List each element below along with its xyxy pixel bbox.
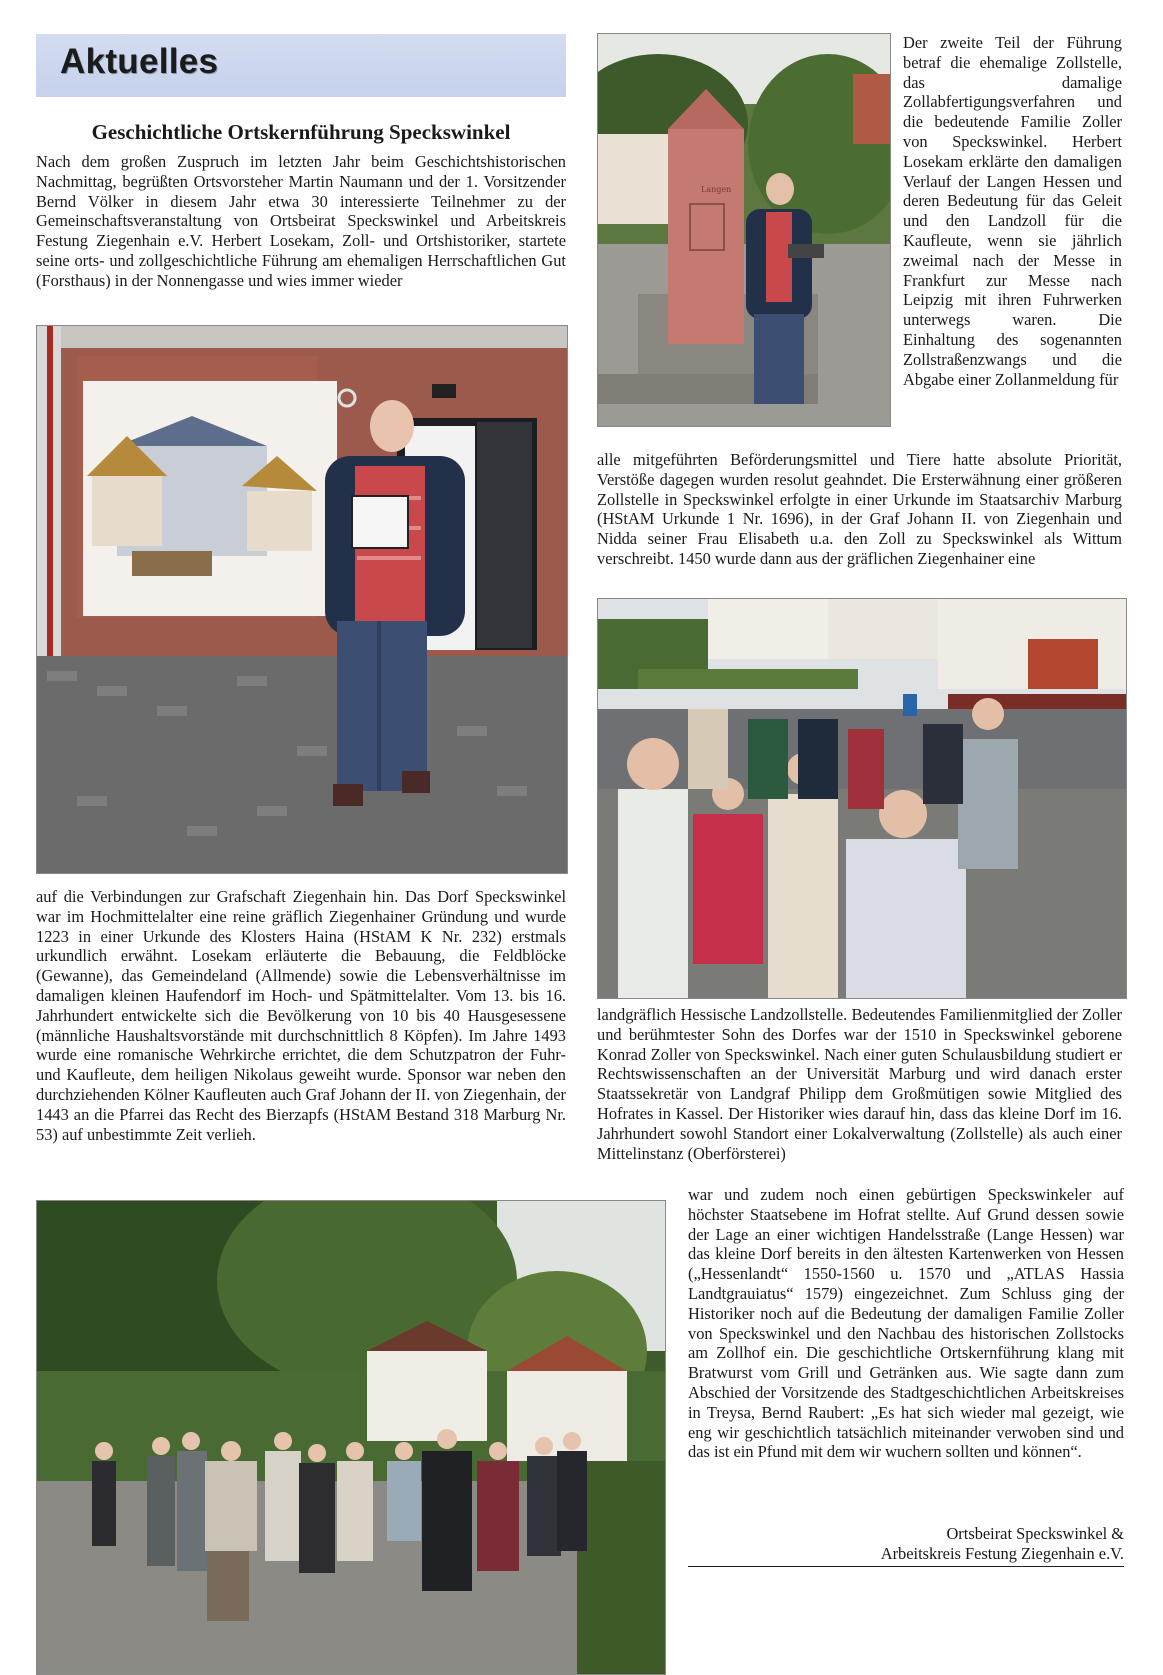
photo-group-on-street [597,598,1127,999]
paragraph-text: war und zudem noch einen gebürtigen Speckswinkeler auf höchster Staatsebene im Hofrat stellte. Auf Grund dessen sowie der Lage an einer wichtigen Handelsstraße (Lange Hessen) war das kleine Dorf bereits in den ältesten Kartenwerken von Hessen („Hessenlandt“ 1550-1560 u. 1570 und „ATLAS Hassia Landtgrauiatus“ 1579) eingezeichnet. Zum Schluss ging der Historiker noch auf die Bedeutung der damaligen Familie Zoller von Speckswinkel und den Nachbau des historischen Zollstocks am Zollhof ein. Die geschichtliche Ortskernführung klang mit Bratwurst vom Grill und Getränken aus. Wie sagte dann zum Abschied der Vorsitzende des Stadtgeschichtlichen Arbeitskreises in Treysa, Bernd Raubert: „Es hat sich wieder mal gezeigt, wie eng wir geschichtlich tatsächlich miteinander verwoben sind und das ist ein Pfund mit dem wir wuchern sollten und können“. [688,1185,1124,1462]
article-paragraph-conclusion [688,1185,1124,1462]
signature-underline [688,1566,1124,1567]
paragraph-text: Nach dem großen Zuspruch im letzten Jahr beim Geschichtshistorischen Nachmittag, begrüßten Ortsvorsteher Martin Naumann und der 1. Vorsitzender Bernd Völker in diesem Jahr etwa 30 interessierte Teilnehmer zu der Gemeinschaftsveranstaltung von Ortsbeirat Speckswinkel und Arbeitskreis Festung Ziegenhain e.V. Herbert Losekam, Zoll- und Ortshistoriker, startete seine orts- und zollgeschichtliche Führung am ehemaligen Herrschaftlichen Gut (Forsthaus) in der Nonnengasse und wies immer wieder [36,152,566,290]
paragraph-text: alle mitgeführten Beförderungsmittel und Tiere hatte absolute Priorität, Verstöße dagegen wurden resolut geahndet. Die Ersterwähnung einer größeren Zollstelle in Speckswinkel erfolgte in einer Urkunde im Staatsarchiv Marburg (HStAM Urkunde 1 Nr. 1696), in der Graf Johann II. von Ziegenhain und Nidda seiner Frau Elisabeth u.a. den Zoll zu Speckswinkel als Wittum verschreibt. 1450 wurde dann aus der gräflichen Ziegenhainer eine [597,450,1122,568]
section-title: Aktuelles [60,42,219,81]
signature-line-2: Arbeitskreis Festung Ziegenhain e.V. [880,1544,1124,1563]
photo-guide-at-mural [36,325,568,874]
photo-guide-at-customs-pillar [597,33,891,427]
pillar-inscription: Langen [701,185,732,194]
paragraph-text: landgräflich Hessische Landzollstelle. Bedeutendes Familienmitglied der Zoller und berühmtester Sohn des Dorfes war der 1510 in Speckswinkel geborene Konrad Zoller von Speckswinkel. Nach einer guten Schulausbildung studiert er Rechtswissenschaften an der Universität Marburg und wird danach erster Staatssekretär von Landgraf Philipp dem Großmütigen sowie Mitglied des Hofrates in Kassel. Der Historiker wies darauf hin, dass das kleine Dorf im 16. Jahrhundert sowohl Standort einer Lokalverwaltung (Zollstelle) als auch einer Mittelinstanz (Oberförsterei) [597,1005,1122,1163]
photo-group-on-street-image [598,599,1126,998]
article-signature [688,1524,1124,1564]
article-headline: Geschichtliche Ortskernführung Speckswinkel [91,120,511,144]
article-paragraph-first-mention [597,450,1122,569]
article-paragraph-history [36,887,566,1144]
article-paragraph-intro [36,152,566,291]
photo-guide-at-mural-image [37,326,567,873]
paragraph-text: auf die Verbindungen zur Grafschaft Ziegenhain hin. Das Dorf Speckswinkel war im Hochmittelalter eine reine gräflich Ziegenhainer Gründung und wurde 1223 in einer Urkunde des Klosters Haina (HStAM K Nr. 232) erstmals urkundlich erwähnt. Losekam erläuterte die Bebauung, die Feldblöcke (Gewanne), das Gemeindeland (Allmende) sowie die Lebensverhältnisse im damaligen kleinen Haufendorf im Hoch- und Spätmittelalter. Vom 13. bis 16. Jahrhundert entwickelte sich die Bevölkerung von 10 bis 40 Hausgesessene (männliche Haushaltsvorstände mit durchschnittlich 8 Köpfen). Im Jahre 1493 wurde eine romanische Wehrkirche errichtet, die dem Schutzpatron der Fuhr- und Kaufleute, dem heiligen Nikolaus geweiht wurde. Sponsor war neben den durchziehenden Kölner Kaufleuten auch Graf Johann der II. von Ziegenhain, der 1443 an die Pfarrei das Recht des Bierzapfs (HStAM Bestand 318 Marburg Nr. 53) auf unbestimmte Zeit verlieh. [36,887,566,1144]
paragraph-text: Der zweite Teil der Führung betraf die ehemalige Zollstelle, das damalige Zollabfertigungsverfahren und die bedeutende Familie Zoller von Speckswinkel. Herbert Losekam erklärte den damaligen Verlauf der Langen Hessen und deren Bedeutung für das Geleit und den Landzoll für die Kaufleute, wenn sie jährlich zweimal nach der Messe in Frankfurt zur Messe nach Leipzig mit ihren Fuhrwerken unterwegs waren. Die Einhaltung des sogenannten Zollstraßenzwangs und die Abgabe einer Zollanmeldung für [903,33,1122,389]
article-paragraph-zoller [597,1005,1122,1163]
article-paragraph-customs [903,33,1122,389]
photo-group-in-park [36,1200,666,1675]
photo-group-in-park-image [37,1201,665,1674]
signature-line-1: Ortsbeirat Speckswinkel & [946,1524,1124,1543]
photo-guide-at-customs-pillar-image [598,34,890,426]
